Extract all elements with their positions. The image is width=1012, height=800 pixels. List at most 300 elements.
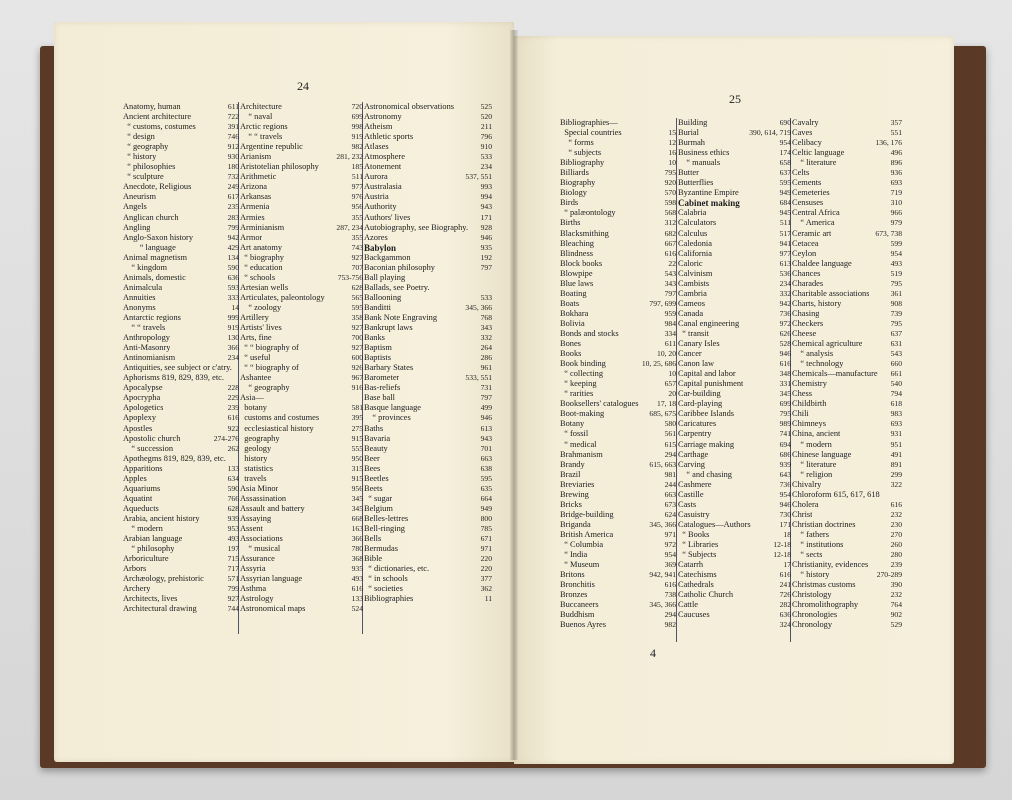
index-entry	[364, 162, 492, 172]
index-entry	[678, 610, 791, 620]
index-entry	[560, 319, 676, 329]
index-entry	[678, 118, 791, 128]
index-page-ref: 971	[480, 544, 492, 554]
index-page-ref: 663	[480, 453, 492, 463]
index-entry	[560, 510, 676, 520]
index-page-ref: 615, 663	[649, 459, 676, 469]
index-term: Chess	[792, 389, 813, 399]
index-entry	[123, 162, 239, 172]
index-term: Baptists	[364, 353, 391, 363]
index-entry	[560, 540, 676, 550]
index-page-ref: 134	[227, 252, 239, 262]
index-entry	[792, 530, 902, 540]
index-page-ref: 982	[351, 142, 363, 152]
index-term: “ history	[792, 570, 830, 580]
index-page-ref: 951	[890, 439, 902, 449]
index-entry	[792, 490, 902, 500]
index-entry	[678, 208, 791, 218]
index-page-ref: 720	[351, 102, 363, 111]
index-entry	[792, 158, 902, 168]
index-page-ref: 616	[664, 248, 676, 258]
index-page-ref: 686	[779, 449, 791, 459]
index-term: Astronomical observations	[364, 102, 455, 111]
index-term: Cabinet making	[678, 198, 740, 209]
index-entry	[240, 192, 363, 202]
index-entry	[240, 444, 363, 454]
index-entry	[678, 620, 791, 630]
index-term: Base ball	[364, 393, 395, 403]
index-entry	[792, 610, 902, 620]
index-term: “ schools	[240, 272, 276, 282]
index-page-ref: 636	[227, 272, 239, 282]
index-page-ref: 795	[890, 278, 902, 288]
index-entry	[123, 403, 239, 413]
index-term: Brahmanism	[560, 449, 603, 459]
index-page-ref: 983	[890, 409, 902, 419]
index-term: “ and chasing	[678, 469, 732, 479]
index-page-ref: 366	[351, 534, 363, 544]
index-entry	[792, 429, 902, 439]
index-page-ref: 595	[779, 178, 791, 188]
index-entry	[792, 289, 902, 299]
index-term: Anglican church	[123, 212, 179, 222]
index-entry	[123, 313, 239, 323]
index-term: Calvinism	[678, 268, 713, 278]
index-term: Boats	[560, 298, 580, 308]
index-term: Chromolithography	[792, 600, 859, 610]
index-entry	[678, 249, 791, 259]
index-entry	[240, 233, 363, 243]
index-term: British America	[560, 529, 614, 539]
index-term: Animals, domestic	[123, 272, 186, 282]
index-term: Chemicals—manufacture	[792, 369, 878, 379]
index-term: “ collecting	[560, 369, 604, 379]
index-entry	[560, 239, 676, 249]
index-term: Bokhara	[560, 308, 589, 318]
index-page-ref: 15	[668, 128, 676, 138]
index-term: Booksellers' catalogues	[560, 399, 639, 409]
index-term: Bones	[560, 339, 581, 349]
index-page-ref: 946	[480, 413, 492, 423]
index-term: “ forms	[560, 138, 594, 148]
index-page-ref: 930	[227, 152, 239, 162]
index-page-ref: 941	[779, 238, 791, 248]
index-entry	[364, 373, 492, 383]
index-entry	[678, 349, 791, 359]
index-entry	[792, 470, 902, 480]
index-term: Assaying	[240, 513, 272, 523]
index-page-ref: 613	[480, 423, 492, 433]
index-term: Christian doctrines	[792, 519, 856, 529]
index-term: Bank Note Engraving	[364, 312, 438, 322]
index-entry	[678, 369, 791, 379]
index-entry	[240, 122, 363, 132]
index-entry	[792, 620, 902, 630]
index-term: Azores	[364, 232, 388, 242]
index-entry	[123, 223, 239, 233]
index-page-ref	[237, 454, 239, 464]
index-entry	[123, 293, 239, 303]
index-page-ref: 232	[890, 509, 902, 519]
index-page-ref: 896	[890, 158, 902, 168]
index-page-ref: 945	[779, 208, 791, 218]
index-term: Authority	[364, 202, 397, 212]
index-page-ref: 568	[664, 208, 676, 218]
index-entry	[792, 550, 902, 560]
index-page-ref: 315	[351, 463, 363, 473]
index-entry	[240, 524, 363, 534]
index-term: Belles-lettres	[364, 513, 409, 523]
index-page-ref: 994	[480, 192, 492, 202]
index-term: Anthropology	[123, 333, 170, 343]
index-page-ref: 984	[664, 318, 676, 328]
index-entry	[678, 279, 791, 289]
index-page-ref: 275	[351, 423, 363, 433]
index-entry	[364, 594, 492, 604]
index-page-ref: 528	[779, 339, 791, 349]
index-term: Bermudas	[364, 544, 398, 554]
index-term: Astronomical maps	[240, 604, 306, 614]
index-term: Bibliography	[560, 158, 605, 168]
index-term: Boot-making	[560, 409, 605, 419]
index-term: Block books	[560, 258, 603, 268]
index-entry	[560, 349, 676, 359]
index-page-ref: 693	[890, 419, 902, 429]
index-page-ref: 685, 675	[649, 409, 676, 419]
index-page-ref: 942	[227, 232, 239, 242]
index-entry	[560, 279, 676, 289]
index-term: Basque language	[364, 403, 421, 413]
index-page-ref: 580	[664, 419, 676, 429]
index-page-ref: 998	[351, 122, 363, 132]
index-term: “ medical	[560, 439, 597, 449]
index-term: Angling	[123, 222, 151, 232]
index-page-ref: 663	[664, 489, 676, 499]
index-term: geography	[240, 433, 280, 443]
index-page-ref: 664	[480, 493, 492, 503]
index-page-ref: 595	[351, 302, 363, 312]
index-term: history	[240, 453, 268, 463]
index-entry	[240, 202, 363, 212]
index-entry	[364, 172, 492, 182]
index-term: Central Africa	[792, 208, 840, 218]
index-page-ref: 799	[227, 584, 239, 594]
index-term: Chemistry	[792, 379, 827, 389]
index-page-ref: 730	[779, 509, 791, 519]
index-page-ref: 926	[351, 363, 363, 373]
index-term: Associations	[240, 534, 283, 544]
index-page-ref: 989	[779, 419, 791, 429]
index-entry	[792, 500, 902, 510]
index-term: Cemeteries	[792, 188, 830, 198]
index-entry	[560, 560, 676, 570]
index-entry	[792, 520, 902, 530]
index-entry	[123, 363, 239, 373]
index-term: Anglo-Saxon history	[123, 232, 194, 242]
index-page-ref: 590	[227, 483, 239, 493]
index-term: “ succession	[123, 443, 174, 453]
index-page-ref: 496	[890, 148, 902, 158]
index-entry	[560, 138, 676, 148]
index-term: travels	[240, 473, 267, 483]
index-term: Chimneys	[792, 419, 826, 429]
index-term: Caves	[792, 128, 813, 138]
index-page-ref: 599	[890, 238, 902, 248]
index-term: Chinese language	[792, 449, 852, 459]
left-page	[54, 22, 514, 762]
index-page-ref: 764	[890, 600, 902, 610]
index-page-ref: 939	[227, 513, 239, 523]
index-term: Armenia	[240, 202, 270, 212]
index-term: Arbors	[123, 564, 147, 574]
index-page-ref: 628	[351, 282, 363, 292]
book-gutter	[510, 30, 518, 760]
index-page-ref: 600	[351, 353, 363, 363]
index-term: botany	[240, 403, 267, 413]
index-entry	[240, 182, 363, 192]
index-page-ref: 919	[227, 323, 239, 333]
index-term: Ball playing	[364, 272, 406, 282]
index-term: Atlases	[364, 142, 389, 152]
index-entry	[123, 333, 239, 343]
index-page-ref: 551	[890, 128, 902, 138]
index-term: Athletic sports	[364, 132, 414, 142]
index-term: Canada	[678, 308, 704, 318]
index-page-ref	[237, 373, 239, 383]
index-term: “ sects	[792, 550, 823, 560]
index-entry	[560, 229, 676, 239]
index-entry	[560, 490, 676, 500]
index-term: Articulates, paleontology	[240, 292, 325, 302]
index-entry	[792, 339, 902, 349]
index-page-ref: 999	[227, 312, 239, 322]
index-page-ref: 283	[227, 212, 239, 222]
index-page-ref: 241	[779, 580, 791, 590]
index-page-ref: 967	[351, 373, 363, 383]
index-entry	[123, 434, 239, 444]
index-page-ref: 499	[480, 403, 492, 413]
index-entry	[123, 574, 239, 584]
index-entry	[678, 198, 791, 208]
index-term: Canary Isles	[678, 339, 720, 349]
index-page-ref: 511	[351, 172, 363, 182]
index-term: “ customs, costumes	[123, 122, 196, 132]
index-term: Art anatomy	[240, 242, 283, 252]
index-entry	[240, 564, 363, 574]
index-page-ref: 22	[668, 258, 676, 268]
index-page-ref: 719	[890, 188, 902, 198]
index-term: Special countries	[560, 128, 622, 138]
index-term: Cholera	[792, 499, 819, 509]
index-term: “ Books	[678, 529, 710, 539]
index-term: “ philosophy	[123, 544, 175, 554]
index-page-ref: 785	[480, 523, 492, 533]
index-entry	[678, 450, 791, 460]
index-entry	[240, 172, 363, 182]
index-entry	[123, 454, 239, 464]
index-page-ref: 946	[779, 499, 791, 509]
index-page-ref: 631	[890, 339, 902, 349]
index-page-ref: 343	[664, 278, 676, 288]
index-entry	[364, 243, 492, 253]
index-page-ref: 700	[351, 333, 363, 343]
index-entry	[123, 504, 239, 514]
index-term: Caribbee Islands	[678, 409, 735, 419]
index-entry	[123, 132, 239, 142]
index-page-ref: 345	[779, 389, 791, 399]
index-page-ref: 491	[890, 449, 902, 459]
index-page-ref: 391	[227, 122, 239, 132]
index-entry	[123, 233, 239, 243]
index-page-ref: 230	[890, 519, 902, 529]
index-entry	[364, 584, 492, 594]
index-page-ref: 977	[351, 182, 363, 192]
index-term: Charts, history	[792, 298, 842, 308]
index-page-ref: 264	[480, 343, 492, 353]
index-page-ref	[361, 393, 363, 403]
index-term: Chronologies	[792, 610, 838, 620]
index-term: Blindness	[560, 248, 594, 258]
index-term: Blue laws	[560, 278, 594, 288]
index-entry	[364, 454, 492, 464]
index-entry	[678, 359, 791, 369]
index-term: Assassination	[240, 493, 287, 503]
index-page-ref: 180	[227, 162, 239, 172]
index-term: Cambria	[678, 288, 707, 298]
index-page-ref: 366	[227, 343, 239, 353]
index-entry	[560, 299, 676, 309]
index-page-ref: 234	[480, 162, 492, 172]
index-term: Austria	[364, 192, 389, 202]
index-page-ref: 946	[779, 349, 791, 359]
index-entry	[678, 259, 791, 269]
index-term: Arizona	[240, 182, 267, 192]
index-term: Biography	[560, 178, 596, 188]
index-term: “ India	[560, 550, 588, 560]
index-term: Calculus	[678, 228, 708, 238]
index-term: Baptism	[364, 343, 392, 353]
index-term: Assyria	[240, 564, 266, 574]
index-entry	[678, 389, 791, 399]
index-page-ref: 743	[351, 242, 363, 252]
index-entry	[560, 198, 676, 208]
index-entry	[123, 122, 239, 132]
index-page-ref: 936	[890, 168, 902, 178]
index-entry	[560, 249, 676, 259]
index-page-ref: 726	[779, 590, 791, 600]
index-page-ref: 358	[351, 312, 363, 322]
index-entry	[678, 128, 791, 138]
index-term: Atmosphere	[364, 152, 405, 162]
index-entry	[364, 393, 492, 403]
right-page	[514, 36, 954, 764]
index-term: Bronzes	[560, 590, 588, 600]
signature-number: 4	[650, 646, 656, 660]
index-term: Authors' lives	[364, 212, 411, 222]
index-page-ref: 174	[779, 148, 791, 158]
index-entry	[240, 333, 363, 343]
index-term: “ transit	[678, 328, 709, 338]
index-page-ref: 282	[779, 600, 791, 610]
index-entry	[678, 178, 791, 188]
index-entry	[792, 399, 902, 409]
index-term: “ literature	[792, 158, 837, 168]
index-page-ref: 312	[664, 218, 676, 228]
index-term: Antiquities, see subject or c'atry.	[123, 363, 232, 373]
index-entry	[123, 604, 239, 614]
index-page-ref: 590	[227, 262, 239, 272]
index-entry	[560, 470, 676, 480]
index-entry	[792, 118, 902, 128]
index-term: Autobiography, see Biography.	[364, 222, 469, 232]
index-entry	[364, 273, 492, 283]
index-page-ref: 310	[890, 198, 902, 208]
index-term: Cavalry	[792, 118, 819, 127]
index-page-ref: 536	[779, 268, 791, 278]
index-page-ref: 943	[480, 202, 492, 212]
index-term: “ fathers	[792, 529, 829, 539]
index-page-ref: 229	[227, 393, 239, 403]
index-page-ref: 362	[480, 584, 492, 594]
index-entry	[678, 510, 791, 520]
index-page-ref: 736	[779, 479, 791, 489]
page-number: 24	[297, 79, 309, 93]
index-page-ref: 797, 699	[649, 298, 676, 308]
index-term: Building	[678, 118, 708, 127]
index-entry	[678, 239, 791, 249]
index-page-ref: 977	[779, 248, 791, 258]
index-term: Atonement	[364, 162, 402, 172]
index-page-ref: 732	[227, 172, 239, 182]
index-page-ref: 234	[227, 353, 239, 363]
index-entry	[123, 303, 239, 313]
index-page-ref: 613	[779, 258, 791, 268]
index-term: Apocalypse	[123, 383, 163, 393]
index-page-ref: 922	[227, 423, 239, 433]
index-term: “ modern	[123, 523, 163, 533]
index-entry	[123, 253, 239, 263]
index-term: Arkansas	[240, 192, 272, 202]
index-term: Atheism	[364, 122, 393, 132]
index-term: Card-playing	[678, 399, 723, 409]
index-page-ref: 390	[890, 580, 902, 590]
index-entry	[240, 373, 363, 383]
index-page-ref: 16	[668, 148, 676, 158]
index-term: Archæology, prehistoric	[123, 574, 204, 584]
index-entry	[560, 520, 676, 530]
index-entry	[364, 464, 492, 474]
index-entry	[678, 590, 791, 600]
index-page-ref: 228	[227, 383, 239, 393]
index-page-ref: 493	[351, 574, 363, 584]
index-page-ref: 429	[227, 242, 239, 252]
index-term: Ballads, see Poetry.	[364, 282, 430, 292]
index-term: Artillery	[240, 312, 269, 322]
index-page-ref: 14	[231, 302, 239, 312]
index-term: Charades	[792, 278, 824, 288]
index-page-ref: 954	[779, 489, 791, 499]
index-page-ref: 555	[351, 443, 363, 453]
index-term: Arctic regions	[240, 122, 288, 132]
index-term: “ geography	[123, 142, 169, 152]
index-column	[123, 102, 239, 614]
index-term: Catarrh	[678, 560, 704, 570]
index-page-ref: 616	[779, 570, 791, 580]
index-page-ref: 525	[480, 102, 492, 111]
index-entry	[364, 182, 492, 192]
index-page-ref: 11	[484, 594, 492, 604]
index-page-ref: 493	[227, 534, 239, 544]
